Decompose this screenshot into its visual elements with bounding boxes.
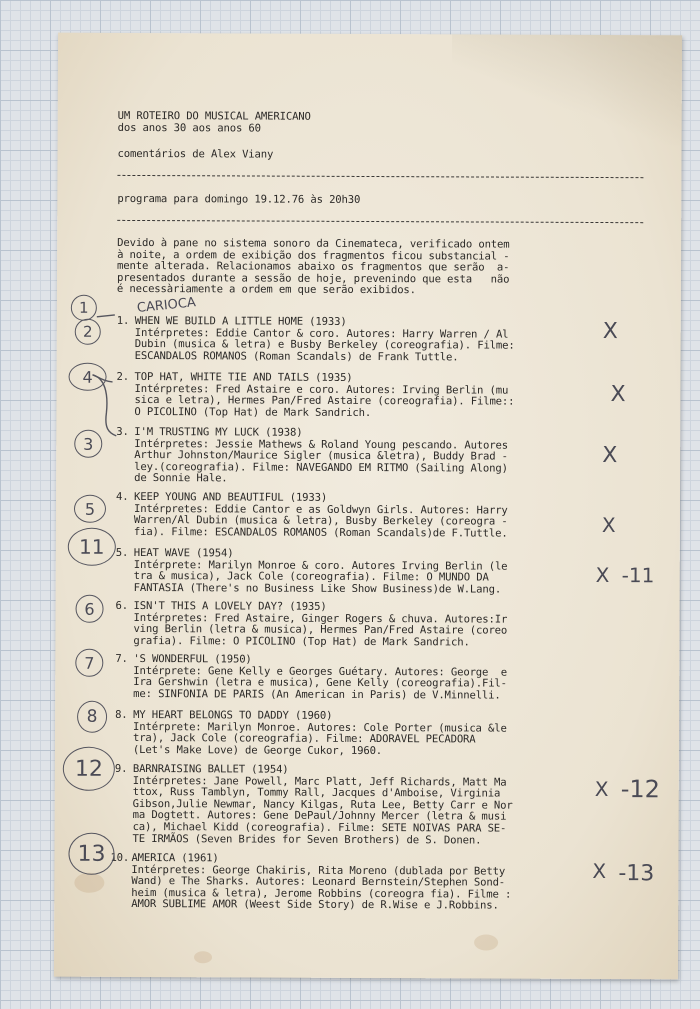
circled-number: 3 [74,430,102,458]
item-detail-line: ving Berlin (letra & musica), Hermes Pan/Fred Astaire (coreo [133,623,508,637]
item-detail-line: Intérpretes: Jane Powell, Marc Platt, Jeff Richards, Matt Ma [132,774,507,789]
intro-line: presentados durante a sessão de hoje, prevenindo que esta não [116,271,510,286]
item-title: BARNRAISING BALLET (1954) [132,762,289,776]
circled-number: 4 [69,363,107,391]
item-number: 2. [116,370,130,383]
right-number: -13 [618,861,655,887]
check-mark: X [592,858,607,884]
item-detail-line: Intérpretes: Jessie Mathews & Roland Young pescando. Autores [134,437,508,452]
item-detail-line: Intérpretes: George Chakiris, Rita Moreno (dublada por Betty [131,863,506,878]
item-detail-line: Intérpretes: Fred Astaire, Ginger Rogers & chuva. Autores:Ir [133,611,508,626]
intro-line: Devido à pane no sistema sonoro da Cinemateca, verificado ontem [117,236,510,251]
check-mark: X [595,562,610,588]
circled-number: 11 [68,528,116,566]
item-detail-line: Intérpretes: Eddie Cantor e as Goldwyn Girls. Autores: Harry [133,502,508,517]
item-detail-line: (Let's Make Love) de George Cukor, 1960. [132,743,383,757]
item-detail-line: FANTASIA (There's no Business Like Show Business)de W.Lang. [133,581,502,596]
item-detail-line: Arthur Johnston/Maurice Sigler (musica &letra), Buddy Brad - [134,449,508,463]
item-detail-line: grafia). Filme: O PICOLINO (Top Hat) de Mark Sandrich. [133,634,470,649]
paper-stain [194,951,212,963]
item-title: WHEN WE BUILD A LITTLE HOME (1933) [134,314,347,328]
item-detail-line: ttox, Russ Tamblyn, Tommy Rall, Jacques d'Amboise, Virginia [132,786,501,800]
paper-stain [474,934,498,950]
item-title: TOP HAT, WHITE TIE AND TAILS (1935) [134,370,353,384]
commentary-line: comentários de Alex Viany [117,147,274,161]
item-number: 9. [114,762,128,775]
title-line-2: dos anos 30 aos anos 60 [117,121,261,135]
item-detail-line: ma Dogtett. Autores: Gene DePaul/Johnny Mercer (letra & musi [132,809,507,823]
item-detail-line: fia). Filme: ESCANDALOS ROMANOS (Roman Scandals)de F.Tuttle. [133,525,508,540]
intro-line: mente alterada. Relacionamos abaixo os fragmentos que serão a- [117,260,510,274]
item-detail-line: Intérprete: Gene Kelly e Georges Guétary. Autores: George e [133,664,507,679]
circled-number: 12 [63,747,115,791]
check-mark: X [602,319,618,345]
item-detail-line: tra), Jack Cole (coreografia). Filme: ADORAVEL PECADORA [132,732,476,746]
item-number: 6. [115,599,129,612]
check-mark: X [594,776,609,802]
item-detail-line: O PICOLINO (Top Hat) de Mark Sandrich. [134,405,372,419]
item-title: ISN'T THIS A LOVELY DAY? (1935) [133,599,327,613]
item-number: 8. [115,708,128,721]
item-detail-line: Intérpretes: Eddie Cantor & coro. Autores: Harry Warren / Al [134,326,509,341]
circled-number: 1 [71,295,97,321]
right-number: -12 [620,775,661,804]
item-number: 10. [110,851,130,864]
item-detail-line: AMOR SUBLIME AMOR (Weest Side Story) de R.Wise e J.Robbins. [131,898,499,912]
program-line: programa para domingo 19.12.76 às 20h30 [117,192,361,206]
circled-number: 5 [74,495,106,523]
handwritten-carioca: CARIOCA [136,295,197,317]
circled-number: 2 [75,319,101,345]
item-detail-line: de Sonnie Hale. [134,472,228,485]
item-detail-line: Intérprete: Marilyn Monroe. Autores: Cole Porter (musica &le [133,720,507,735]
item-detail-line: TE IRMÃOS (Seven Brides for Seven Brothers) de S. Donen. [132,832,482,847]
right-number: -11 [621,563,655,588]
item-title: AMERICA (1961) [131,851,219,865]
item-detail-line: Wand) e The Sharks. Autores: Leonard Bernstein/Stephen Sond- [131,875,506,889]
item-number: 3. [116,425,129,438]
check-mark: X [601,513,616,538]
item-detail-line: heim (musica & letra), Jerome Robbins (coreogra fia). Filme : [131,886,512,901]
item-detail-line: me: SINFONIA DE PARIS (An American in Paris) de V.Minnelli. [133,687,501,702]
item-title: KEEP YOUNG AND BEAUTIFUL (1933) [134,490,328,504]
item-detail-line: Ira Gershwin (letra e musica), Gene Kelly (coreografia).Fil- [133,676,507,690]
item-detail-line: Gibson,Julie Newmar, Nancy Kilgas, Ruta Lee, Betty Carr e Nor [132,797,513,812]
paper-stain [74,873,104,893]
item-detail-line: Dubin (musica & letra) e Busby Berkeley (coreografia). Filme: [134,338,515,352]
intro-line: à noite, a ordem de exibição dos fragmentos ficou substancial - [117,248,510,263]
item-detail-line: ley.(coreografia). Filme: NAVEGANDO EM RITMO (Sailing Along) [134,460,508,475]
check-mark: X [610,382,626,408]
dashed-rule [117,175,643,178]
document-sheet [54,33,682,980]
item-number: 5. [115,546,129,559]
check-mark: X [602,443,618,469]
item-detail-line: Intérpretes: Fred Astaire e coro. Autores: Irving Berlin (mu [134,382,509,397]
item-detail-line: Intérprete: Marilyn Monroe & coro. Autores Irving Berlin (le [133,558,508,573]
item-number: 7. [115,652,128,665]
item-title: 'S WONDERFUL (1950) [133,652,252,666]
folded-corner [452,34,682,145]
intro-line: é necessàriamente a ordem em que serão exibidos. [116,283,416,297]
item-detail-line: tra & musica), Jack Cole (coreografia). Filme: O MUNDO DA [133,570,489,584]
title-line-1: UM ROTEIRO DO MUSICAL AMERICANO [117,109,311,123]
dashed-rule [117,220,643,223]
circled-number: 13 [68,833,114,875]
circled-number: 6 [75,595,103,623]
item-number: 4. [116,490,129,503]
circled-number: 8 [77,701,107,733]
item-detail-line: Warren/Al Dubin (musica & letra), Busby Berkeley (coreogra - [133,514,508,528]
item-detail-line: sica e letra), Hermes Pan/Fred Astaire (coreografia). Filme:: [134,394,515,408]
item-title: I'M TRUSTING MY LUCK (1938) [134,425,303,439]
item-title: MY HEART BELONGS TO DADDY (1960) [133,708,333,722]
item-detail-line: ca), Michael Kidd (coreografia). Filme: SETE NOIVAS PARA SE- [132,820,507,835]
circled-number: 7 [75,649,103,677]
item-detail-line: ESCANDALOS ROMANOS (Roman Scandals) de Frank Tuttle. [134,349,459,364]
item-title: HEAT WAVE (1954) [133,546,234,560]
item-number: 1. [116,314,130,327]
